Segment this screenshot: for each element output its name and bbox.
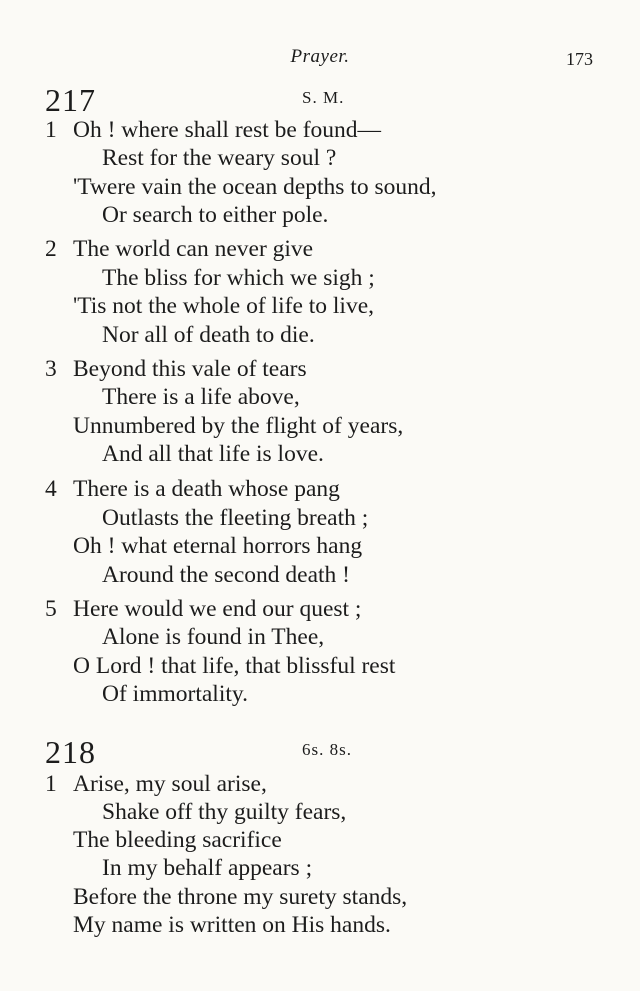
verse-line: 'Twere vain the ocean depths to sound, [73, 174, 437, 200]
verse-number: 5 [45, 596, 57, 622]
verse-line-text: Here would we end our quest ; [73, 596, 362, 622]
verse-line [45, 119, 381, 143]
hymn-number: 217 [45, 82, 96, 118]
verse-number: 3 [45, 356, 57, 382]
verse-line: Oh ! what eternal horrors hang [73, 533, 363, 559]
verse-line-text: Oh ! where shall rest be found— [73, 117, 382, 143]
verse-line [45, 238, 313, 262]
verse-number: 2 [45, 236, 57, 262]
verse-number: 1 [45, 117, 57, 143]
verse-line: O Lord ! that life, that blissful rest [73, 653, 396, 679]
verse-line: Alone is found in Thee, [102, 624, 325, 650]
verse-line: 'Tis not the whole of life to live, [73, 293, 375, 319]
verse-line-text: Arise, my soul arise, [73, 771, 267, 797]
hymn-meter: S. M. [302, 88, 345, 107]
verse-line: The bleeding sacrifice [73, 827, 282, 853]
verse-line [45, 478, 340, 502]
hymn-number: 218 [45, 734, 96, 770]
verse-line: In my behalf appears ; [102, 855, 313, 881]
verse-line-text: Beyond this vale of tears [73, 356, 307, 382]
verse-line [45, 358, 307, 382]
page-number: 173 [566, 49, 593, 69]
verse-line: Rest for the weary soul ? [102, 145, 337, 171]
verse-line: Around the second death ! [102, 562, 350, 588]
verse-line: Before the throne my surety stands, [73, 884, 408, 910]
verse-line: My name is written on His hands. [73, 912, 391, 938]
verse-line: Or search to either pole. [102, 202, 329, 228]
verse-line: Shake off thy guilty fears, [102, 799, 347, 825]
verse-line: Nor all of death to die. [102, 322, 315, 348]
verse-line-text: There is a death whose pang [73, 476, 340, 502]
running-title: Prayer. [290, 46, 350, 67]
verse-line-text: The world can never give [73, 236, 314, 262]
verse-line: Outlasts the fleeting breath ; [102, 505, 369, 531]
verse-line: Unnumbered by the flight of years, [73, 413, 404, 439]
verse-line: Of immortality. [102, 681, 248, 707]
verse-line: The bliss for which we sigh ; [102, 265, 375, 291]
verse-line [45, 598, 361, 622]
verse-line: And all that life is love. [102, 441, 324, 467]
verse-number: 1 [45, 771, 57, 797]
hymn-meter: 6s. 8s. [302, 740, 352, 759]
verse-line [45, 773, 267, 797]
verse-number: 4 [45, 476, 57, 502]
verse-line: There is a life above, [102, 384, 300, 410]
